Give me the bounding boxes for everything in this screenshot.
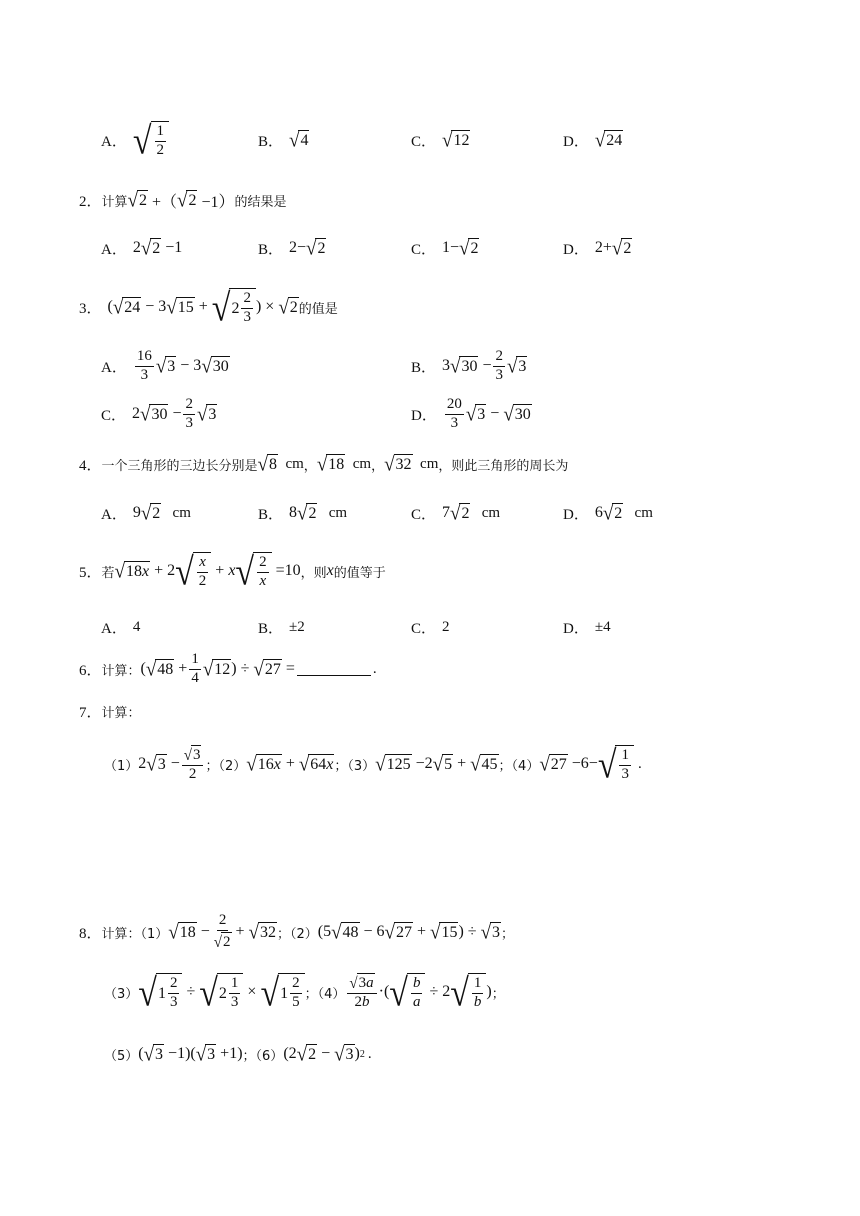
q1-option-c [411, 128, 470, 152]
option-label: D． [563, 620, 589, 637]
q7-stem [79, 700, 141, 722]
question-text: 计算：（1） [101, 926, 169, 942]
option-value: 2 [442, 618, 450, 635]
punctuation: ， [371, 458, 385, 474]
option-value: ±2 [289, 618, 305, 635]
math-expression: 8 √ 2 [289, 502, 317, 525]
q3-option-b [411, 346, 527, 386]
question-text: ，则 [300, 565, 327, 581]
punctuation: ； [491, 986, 505, 1002]
part-label: （3） [104, 986, 139, 1002]
q3-option-d [411, 394, 532, 434]
q8-stem [79, 910, 514, 954]
q5-stem [79, 548, 386, 594]
option-label: C． [411, 133, 437, 150]
unit-text: cm [634, 504, 653, 521]
question-text: 的值是 [298, 301, 338, 317]
part-label: （5） [104, 1048, 139, 1064]
part-label: ；（2） [205, 758, 247, 774]
math-expression: 2 √ 30 − $\frac{2}{3}$ √ 3 [132, 395, 217, 431]
question-text: 的值等于 [333, 565, 386, 581]
math-expression: √ 18 − 2 √ 2 + √ 32 [168, 912, 276, 951]
math-expression: √ 1 $\frac{2}{3}$ ÷ √ 2 $\frac{1}{3}$ × √ 1 $\frac{2}{5}$ [138, 973, 304, 1011]
part-label: ；（4） [498, 758, 540, 774]
unit-text: cm [481, 504, 501, 521]
option-label: A． [101, 620, 127, 637]
option-label: A． [101, 133, 127, 150]
q3-option-a [101, 346, 230, 386]
math-expression: $\frac{16}{3}$ √ 3 − 3 √ 30 [136, 347, 229, 383]
math-expression: (5 √ 48 − 6 √ 27 + √ 15 ) ÷ √ 3 [317, 921, 500, 944]
q5-option-d [563, 616, 611, 638]
math-expression: √ 2 +（ √ 2 −1） [127, 189, 235, 212]
math-expression: √ 8 [257, 453, 277, 476]
q2-stem [79, 187, 286, 213]
q2-option-c [411, 236, 479, 260]
option-label: C． [411, 620, 437, 637]
q3-option-c [101, 394, 217, 434]
math-expression: √ 4 [289, 129, 309, 152]
q4-option-d [563, 501, 653, 525]
math-expression: 7 √ 2 [442, 502, 470, 525]
option-value: 4 [132, 618, 141, 635]
q3-stem [79, 284, 338, 330]
question-number: 2． [79, 193, 102, 210]
math-expression: √ 32 [384, 453, 412, 476]
question-text: 计算： [101, 705, 141, 721]
q5-option-b [258, 616, 305, 638]
question-number: 3． [79, 300, 102, 317]
answer-blank[interactable] [297, 663, 371, 676]
math-expression: √ 16 x + √ 64 x [246, 753, 334, 776]
math-expression: √ 3 a 2b ·( √ $\frac{b}{a}$ ÷ 2 √ $\frac{1}{b}$ ) [349, 971, 492, 1015]
math-expression: (2 √ 2 − √ 3 ) 2 [283, 1043, 365, 1066]
q5-option-c [411, 616, 450, 638]
part-label: ；（6） [242, 1048, 284, 1064]
unit-text: cm [328, 504, 348, 521]
option-label: A． [101, 506, 127, 523]
punctuation: . [367, 1045, 372, 1062]
unit-text: cm [420, 455, 439, 472]
option-label: D． [563, 133, 589, 150]
option-label: C． [101, 407, 127, 424]
question-text: 的结果是 [234, 194, 287, 210]
math-expression: √ 125 −2 √ 5 + √ 45 [375, 753, 498, 776]
unit-text: cm [285, 455, 304, 472]
q4-option-a [101, 501, 191, 525]
unit-text: cm [352, 455, 372, 472]
option-label: D． [563, 241, 589, 258]
math-expression: 1− √ 2 [442, 237, 479, 260]
unit-text: cm [172, 504, 191, 521]
punctuation: . [372, 660, 377, 677]
math-expression: √ 24 [594, 129, 623, 152]
math-expression: $\frac{20}{3}$ √ 3 − √ 30 [446, 395, 531, 431]
math-expression: 2 √ 2 −1 [132, 237, 183, 260]
option-label: C． [411, 241, 437, 258]
q6-stem [79, 648, 377, 690]
question-number: 6． [79, 662, 102, 679]
question-text: 计算： [101, 663, 141, 679]
part-label: ；（2） [276, 926, 318, 942]
q1-option-a [101, 118, 169, 162]
math-expression: 2− √ 2 [289, 237, 326, 260]
math-expression: ( √ 48 + $\frac{1}{4}$ √ 12 ) ÷ √ 27 = [140, 650, 295, 686]
option-label: A． [101, 359, 127, 376]
option-label: A． [101, 241, 127, 258]
math-expression: ( √ 3 −1)( √ 3 +1) [138, 1043, 243, 1066]
option-label: B． [258, 620, 284, 637]
math-expression: √ 12 [442, 129, 470, 152]
q2-option-d [563, 236, 632, 260]
option-label: B． [258, 241, 284, 258]
q8-parts-5-6 [104, 1040, 372, 1068]
variable-x: x [326, 562, 334, 579]
question-text: ，则此三角形的周长为 [438, 458, 569, 474]
option-label: D． [411, 407, 437, 424]
math-expression: √ $\frac{1}{2}$ [133, 121, 169, 159]
q4-option-b [258, 501, 347, 525]
math-expression: 9 √ 2 [132, 502, 161, 525]
question-number: 7． [79, 704, 102, 721]
part-label: ；（3） [334, 758, 376, 774]
question-number: 4． [79, 457, 102, 474]
math-expression: 2+ √ 2 [594, 237, 632, 260]
question-text: 一个三角形的三边长分别是 [101, 458, 258, 474]
option-label: C． [411, 506, 437, 523]
q4-option-c [411, 501, 500, 525]
math-expression: 2 √ 3 − √ 3 2 [138, 745, 205, 782]
question-number: 8． [79, 925, 102, 942]
part-label: ；（4） [304, 986, 346, 1002]
math-expression: √ 18 [316, 453, 345, 476]
option-label: B． [258, 506, 284, 523]
q2-option-b [258, 236, 326, 260]
punctuation: . [637, 755, 642, 772]
q2-option-a [101, 236, 182, 260]
option-label: B． [258, 133, 284, 150]
option-label: D． [563, 506, 589, 523]
q5-option-a [101, 616, 140, 638]
option-label: B． [411, 359, 437, 376]
q1-option-b [258, 128, 309, 152]
q7-parts [104, 740, 642, 788]
math-expression: ( √ 24 − 3 √ 15 + √ 2 $\frac{2}{3}$ ) × √ 2 [107, 286, 298, 330]
punctuation: ， [303, 458, 317, 474]
q1-option-d [563, 128, 623, 152]
question-number: 5． [79, 564, 102, 581]
math-expression: 3 √ 30 − $\frac{2}{3}$ √ 3 [442, 347, 527, 383]
question-text: 若 [101, 565, 115, 581]
punctuation: ； [501, 926, 515, 942]
math-expression: √ 18 x + 2 √ $\frac{x}{2}$ + x √ $\frac{2}{x}$ =10 [114, 550, 301, 594]
part-label: （1） [104, 758, 139, 774]
question-text: 计算 [101, 194, 128, 210]
math-expression: √ 27 −6− √ $\frac{1}{3}$ [539, 745, 634, 783]
q4-stem [79, 451, 568, 477]
q8-parts-3-4 [104, 968, 505, 1016]
math-expression: 6 √ 2 [594, 502, 623, 525]
option-value: ±4 [594, 618, 611, 635]
